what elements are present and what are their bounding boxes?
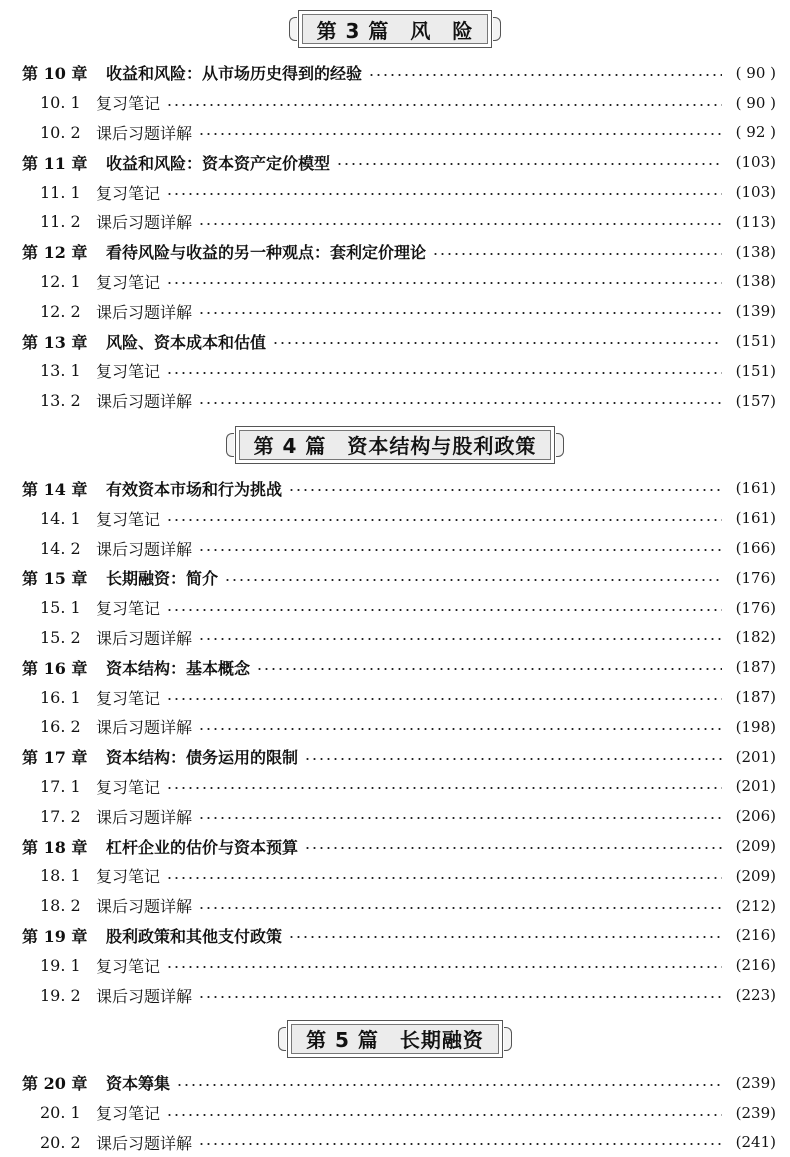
dot-leader — [198, 133, 722, 135]
section-entry[interactable] — [0, 623, 790, 653]
part-header — [0, 0, 790, 58]
section-title: 复习笔记 — [96, 954, 160, 977]
dot-leader — [166, 104, 722, 106]
section-entry[interactable] — [0, 772, 790, 802]
chapter-title: 资本筹集 — [106, 1071, 170, 1094]
chapter-number: 第 10 章 — [22, 61, 106, 84]
page-number: (151) — [728, 362, 776, 380]
dot-leader — [166, 519, 722, 521]
section-entry[interactable] — [0, 88, 790, 118]
page-number: (182) — [728, 628, 776, 646]
section-entry[interactable] — [0, 682, 790, 712]
page-number: (157) — [728, 392, 776, 410]
page-number: (161) — [728, 479, 776, 497]
section-title: 课后习题详解 — [96, 894, 192, 917]
chapter-number: 第 16 章 — [22, 656, 106, 679]
chapter-number: 第 15 章 — [22, 566, 106, 589]
section-number: 12. 2 — [40, 302, 96, 321]
section-number: 18. 2 — [40, 896, 96, 915]
section-title: 课后习题详解 — [96, 984, 192, 1007]
chapter-title: 看待风险与收益的另一种观点：套利定价理论 — [106, 240, 426, 263]
section-number: 11. 1 — [40, 183, 96, 202]
page-number: (209) — [728, 837, 776, 855]
dot-leader — [368, 74, 722, 76]
section-entry[interactable] — [0, 980, 790, 1010]
dot-leader — [198, 223, 722, 225]
section-number: 14. 1 — [40, 509, 96, 528]
chapter-title: 风险、资本成本和估值 — [106, 330, 266, 353]
part-title-banner — [287, 1020, 503, 1058]
part-header — [0, 416, 790, 474]
banner-ornament-right — [556, 433, 564, 457]
section-title: 复习笔记 — [96, 181, 160, 204]
dot-leader — [198, 549, 722, 551]
banner-ornament-right — [493, 17, 501, 41]
dot-leader — [198, 728, 722, 730]
chapter-number: 第 20 章 — [22, 1071, 106, 1094]
section-entry[interactable] — [0, 593, 790, 623]
dot-leader — [198, 312, 722, 314]
section-number: 19. 2 — [40, 986, 96, 1005]
section-title: 复习笔记 — [96, 596, 160, 619]
page-number: ( 90 ) — [728, 64, 776, 82]
chapter-title: 收益和风险：资本资产定价模型 — [106, 151, 330, 174]
section-entry[interactable] — [0, 267, 790, 297]
chapter-title: 杠杆企业的估价与资本预算 — [106, 835, 298, 858]
section-number: 20. 2 — [40, 1133, 96, 1152]
section-number: 16. 1 — [40, 688, 96, 707]
dot-leader — [304, 847, 722, 849]
dot-leader — [198, 996, 722, 998]
section-number: 10. 2 — [40, 123, 96, 142]
section-number: 19. 1 — [40, 956, 96, 975]
dot-leader — [224, 579, 722, 581]
dot-leader — [432, 253, 722, 255]
page-number: (209) — [728, 867, 776, 885]
chapter-entry[interactable] — [0, 652, 790, 682]
chapter-entry[interactable] — [0, 58, 790, 88]
chapter-entry[interactable] — [0, 563, 790, 593]
section-title: 课后习题详解 — [96, 537, 192, 560]
section-entry[interactable] — [0, 1128, 790, 1157]
page-number: (212) — [728, 897, 776, 915]
chapter-number: 第 11 章 — [22, 151, 106, 174]
section-number: 15. 1 — [40, 598, 96, 617]
section-title: 复习笔记 — [96, 775, 160, 798]
section-title: 复习笔记 — [96, 359, 160, 382]
chapter-number: 第 14 章 — [22, 477, 106, 500]
section-title: 课后习题详解 — [96, 389, 192, 412]
chapter-entry[interactable] — [0, 237, 790, 267]
page-number: (187) — [728, 688, 776, 706]
section-number: 11. 2 — [40, 212, 96, 231]
section-title: 课后习题详解 — [96, 1131, 192, 1154]
dot-leader — [198, 1143, 722, 1145]
page-number: (201) — [728, 777, 776, 795]
section-title: 复习笔记 — [96, 507, 160, 530]
chapter-title: 长期融资：简介 — [106, 566, 218, 589]
section-entry[interactable] — [0, 801, 790, 831]
section-title: 课后习题详解 — [96, 121, 192, 144]
section-number: 20. 1 — [40, 1103, 96, 1122]
chapter-entry[interactable] — [0, 474, 790, 504]
dot-leader — [166, 787, 722, 789]
page-number: (151) — [728, 332, 776, 350]
page-number: (216) — [728, 926, 776, 944]
page-number: (223) — [728, 986, 776, 1004]
chapter-entry[interactable] — [0, 831, 790, 861]
dot-leader — [198, 907, 722, 909]
chapter-number: 第 13 章 — [22, 330, 106, 353]
dot-leader — [166, 1114, 722, 1116]
section-number: 13. 2 — [40, 391, 96, 410]
part-header — [0, 1010, 790, 1068]
section-entry[interactable] — [0, 356, 790, 386]
chapter-number: 第 19 章 — [22, 924, 106, 947]
section-entry[interactable] — [0, 296, 790, 326]
chapter-entry[interactable] — [0, 326, 790, 356]
section-entry[interactable] — [0, 861, 790, 891]
section-number: 10. 1 — [40, 93, 96, 112]
chapter-title: 收益和风险：从市场历史得到的经验 — [106, 61, 362, 84]
section-number: 15. 2 — [40, 628, 96, 647]
chapter-number: 第 12 章 — [22, 240, 106, 263]
section-title: 课后习题详解 — [96, 210, 192, 233]
section-entry[interactable] — [0, 177, 790, 207]
dot-leader — [166, 966, 722, 968]
page-number: (138) — [728, 243, 776, 261]
section-number: 14. 2 — [40, 539, 96, 558]
page-number: (113) — [728, 213, 776, 231]
dot-leader — [198, 638, 722, 640]
page-number: (198) — [728, 718, 776, 736]
dot-leader — [198, 402, 722, 404]
section-number: 18. 1 — [40, 866, 96, 885]
section-title: 课后习题详解 — [96, 715, 192, 738]
section-entry[interactable] — [0, 207, 790, 237]
dot-leader — [166, 193, 722, 195]
dot-leader — [176, 1084, 722, 1086]
section-entry[interactable] — [0, 503, 790, 533]
chapter-entry[interactable] — [0, 147, 790, 177]
banner-ornament-left — [289, 17, 297, 41]
dot-leader — [166, 609, 722, 611]
part-title-banner — [298, 10, 493, 48]
page-number: (166) — [728, 539, 776, 557]
banner-ornament-right — [504, 1027, 512, 1051]
dot-leader — [166, 698, 722, 700]
dot-leader — [256, 668, 722, 670]
page-number: (161) — [728, 509, 776, 527]
page-number: (139) — [728, 302, 776, 320]
dot-leader — [166, 877, 722, 879]
section-title: 复习笔记 — [96, 91, 160, 114]
page-number: (216) — [728, 956, 776, 974]
section-title: 课后习题详解 — [96, 626, 192, 649]
page-number: (103) — [728, 183, 776, 201]
section-entry[interactable] — [0, 1098, 790, 1128]
section-title: 课后习题详解 — [96, 805, 192, 828]
chapter-number: 第 18 章 — [22, 835, 106, 858]
section-number: 16. 2 — [40, 717, 96, 736]
section-entry[interactable] — [0, 533, 790, 563]
section-number: 12. 1 — [40, 272, 96, 291]
page-number: (176) — [728, 599, 776, 617]
dot-leader — [272, 342, 722, 344]
section-title: 复习笔记 — [96, 864, 160, 887]
part-title: 第 5 篇 长期融资 — [306, 1024, 484, 1053]
section-entry[interactable] — [0, 891, 790, 921]
banner-ornament-left — [226, 433, 234, 457]
page-number: (103) — [728, 153, 776, 171]
banner-ornament-left — [278, 1027, 286, 1051]
section-entry[interactable] — [0, 386, 790, 416]
page-number: (138) — [728, 272, 776, 290]
section-title: 复习笔记 — [96, 686, 160, 709]
section-entry[interactable] — [0, 950, 790, 980]
page-number: (201) — [728, 748, 776, 766]
page-number: (239) — [728, 1104, 776, 1122]
dot-leader — [198, 817, 722, 819]
dot-leader — [166, 282, 722, 284]
dot-leader — [304, 758, 722, 760]
dot-leader — [288, 489, 722, 491]
part-title-banner — [235, 426, 556, 464]
dot-leader — [166, 372, 722, 374]
page-number: ( 90 ) — [728, 94, 776, 112]
part-title: 第 3 篇 风 险 — [317, 15, 474, 44]
chapter-entry[interactable] — [0, 1068, 790, 1098]
page-number: (187) — [728, 658, 776, 676]
chapter-title: 有效资本市场和行为挑战 — [106, 477, 282, 500]
page-number: (241) — [728, 1133, 776, 1151]
section-number: 13. 1 — [40, 361, 96, 380]
page-number: ( 92 ) — [728, 123, 776, 141]
chapter-entry[interactable] — [0, 921, 790, 951]
section-entry[interactable] — [0, 118, 790, 148]
part-title: 第 4 篇 资本结构与股利政策 — [254, 430, 537, 459]
section-title: 复习笔记 — [96, 270, 160, 293]
chapter-entry[interactable] — [0, 742, 790, 772]
section-number: 17. 1 — [40, 777, 96, 796]
chapter-title: 资本结构：债务运用的限制 — [106, 745, 298, 768]
section-title: 课后习题详解 — [96, 300, 192, 323]
chapter-title: 资本结构：基本概念 — [106, 656, 250, 679]
chapter-title: 股利政策和其他支付政策 — [106, 924, 282, 947]
page-number: (206) — [728, 807, 776, 825]
page-number: (239) — [728, 1074, 776, 1092]
section-title: 复习笔记 — [96, 1101, 160, 1124]
section-number: 17. 2 — [40, 807, 96, 826]
chapter-number: 第 17 章 — [22, 745, 106, 768]
dot-leader — [288, 936, 722, 938]
section-entry[interactable] — [0, 712, 790, 742]
page-number: (176) — [728, 569, 776, 587]
dot-leader — [336, 163, 722, 165]
